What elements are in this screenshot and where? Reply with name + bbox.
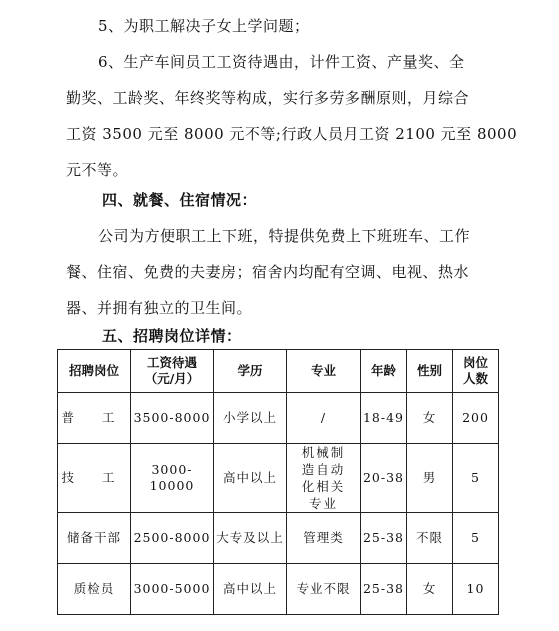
table-cell [58, 444, 131, 513]
cell-text: 男 [422, 470, 437, 485]
cell-text: 5 [471, 530, 480, 545]
cell-text: 高中以上 [222, 470, 277, 485]
table-header-cell [407, 350, 453, 393]
cell-text: 18-49 [362, 410, 405, 425]
cell-text: 25-38 [362, 581, 405, 596]
table-cell [453, 513, 499, 564]
table-cell [131, 393, 214, 444]
cell-text: 小学以上 [222, 410, 277, 425]
table-cell [131, 564, 214, 615]
paragraph-item-5 [66, 8, 496, 44]
table-cell [407, 444, 453, 513]
table-cell [453, 393, 499, 444]
cell-text: 2500-8000 [133, 530, 211, 545]
cell-text: 不限 [415, 530, 443, 545]
cell-text: 管理类 [303, 530, 344, 545]
section-heading-recruitment: 五、招聘岗位详情： [102, 327, 242, 345]
table-row [58, 564, 499, 615]
table-cell [214, 393, 287, 444]
paragraph-line: 工资 3500 元至 8000 元不等;行政人员月工资 2100 元至 8000 [66, 125, 518, 143]
paragraph-line: 勤奖、工龄奖、年终奖等构成，实行多劳多酬原则，月综合 [66, 89, 470, 107]
cell-text: 女 [422, 581, 437, 596]
table-header-cell [453, 350, 499, 393]
cell-text: 20-38 [362, 470, 405, 485]
recruitment-table [57, 349, 499, 615]
table-cell [58, 513, 131, 564]
table-cell [287, 444, 361, 513]
table-header-cell [361, 350, 407, 393]
cell-text: 大专及以上 [216, 530, 284, 545]
table-header-cell [131, 350, 214, 393]
paragraph-dining-housing [66, 218, 496, 326]
table-cell [214, 564, 287, 615]
table-header-cell [58, 350, 131, 393]
table-cell [407, 513, 453, 564]
header-text: 工资待遇 （元/月） [144, 355, 200, 386]
cell-text: 3500-8000 [133, 410, 211, 425]
table-cell [131, 513, 214, 564]
header-text: 专业 [310, 363, 336, 378]
table-cell [361, 513, 407, 564]
table-cell [407, 393, 453, 444]
table-cell [287, 564, 361, 615]
header-text: 学历 [237, 363, 263, 378]
header-text: 招聘岗位 [68, 363, 119, 378]
table-row [58, 393, 499, 444]
table-cell [361, 444, 407, 513]
table-cell [58, 564, 131, 615]
cell-text: 5 [471, 470, 480, 485]
paragraph-line: 元不等。 [66, 161, 129, 179]
paragraph-item-6 [66, 44, 518, 188]
table-header-cell [287, 350, 361, 393]
table-cell [407, 564, 453, 615]
cell-text: 10 [466, 581, 485, 596]
paragraph-line: 公司为方便职工上下班，特提供免费上下班班车、工作 [98, 227, 471, 245]
cell-text: 3000-10000 [149, 462, 195, 493]
table-cell [453, 564, 499, 615]
paragraph-line: 餐、住宿、免费的夫妻房；宿舍内均配有空调、电视、热水 [66, 263, 470, 281]
table-header-row [58, 350, 499, 393]
cell-text: 专业不限 [296, 581, 351, 596]
cell-text: 机械制造自动化相关专业 [301, 445, 346, 511]
table-cell [287, 393, 361, 444]
cell-text: 25-38 [362, 530, 405, 545]
paragraph-line: 6、生产车间员工工资待遇由，计件工资、产量奖、全 [98, 53, 465, 71]
cell-text: 技 工 [61, 470, 127, 485]
cell-text: 高中以上 [222, 581, 277, 596]
cell-text: 普 工 [61, 410, 127, 425]
table-row [58, 513, 499, 564]
paragraph-line: 器、并拥有独立的卫生间。 [66, 299, 253, 317]
header-text: 年龄 [370, 363, 396, 378]
cell-text: / [320, 410, 327, 425]
cell-text: 女 [422, 410, 437, 425]
table-cell [361, 564, 407, 615]
section-heading-dining-housing: 四、就餐、住宿情况： [102, 191, 258, 209]
cell-text: 质检员 [73, 581, 115, 596]
table-cell [214, 444, 287, 513]
table-row [58, 444, 499, 513]
table-cell [58, 393, 131, 444]
table-cell [131, 444, 214, 513]
paragraph-line: 5、为职工解决子女上学问题； [98, 17, 310, 35]
header-text: 性别 [416, 363, 442, 378]
table-cell [214, 513, 287, 564]
table-cell [453, 444, 499, 513]
table-cell [361, 393, 407, 444]
cell-text: 200 [462, 410, 489, 425]
table-header-cell [214, 350, 287, 393]
recruitment-table-container [57, 349, 498, 615]
table-cell [287, 513, 361, 564]
cell-text: 储备干部 [66, 530, 121, 545]
cell-text: 3000-5000 [133, 581, 211, 596]
header-text: 岗位 人数 [462, 355, 488, 386]
